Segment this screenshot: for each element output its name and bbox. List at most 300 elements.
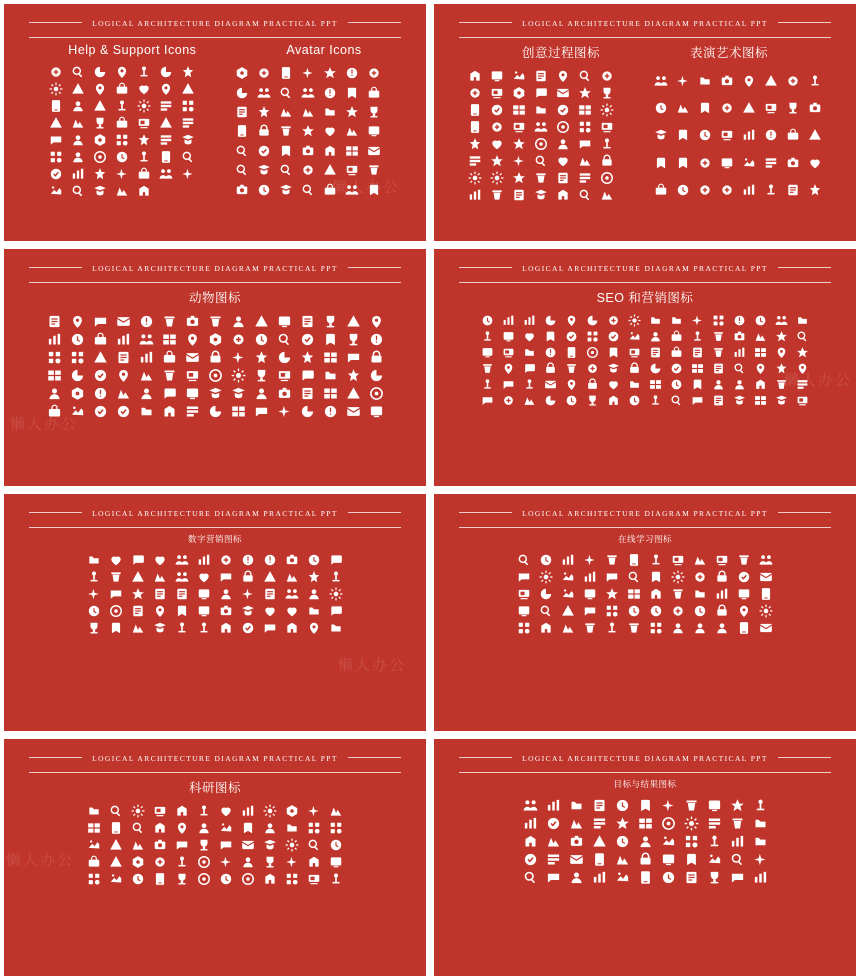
animal-icon[interactable] (159, 386, 180, 401)
seo-marketing-icon[interactable] (751, 330, 770, 343)
digital-marketing-icon[interactable] (194, 621, 214, 635)
help-support-icon[interactable] (46, 116, 66, 130)
online-learning-icon[interactable] (646, 604, 666, 618)
online-learning-icon[interactable] (668, 604, 688, 618)
performing-arts-icon[interactable] (805, 96, 825, 120)
digital-marketing-icon[interactable] (128, 604, 148, 618)
avatar-icon[interactable] (298, 104, 318, 120)
scientific-research-icon[interactable] (304, 855, 324, 869)
help-support-icon[interactable] (90, 184, 110, 198)
performing-arts-icon[interactable] (673, 151, 693, 175)
avatar-icon[interactable] (298, 182, 318, 198)
scientific-research-icon[interactable] (172, 855, 192, 869)
creative-process-icon[interactable] (597, 69, 617, 83)
seo-marketing-icon[interactable] (709, 314, 728, 327)
animal-icon[interactable] (182, 386, 203, 401)
creative-process-icon[interactable] (531, 137, 551, 151)
scientific-research-icon[interactable] (128, 804, 148, 818)
animal-icon[interactable] (136, 404, 157, 419)
avatar-icon[interactable] (364, 84, 384, 100)
goals-results-icon[interactable] (543, 852, 564, 867)
scientific-research-icon[interactable] (238, 804, 258, 818)
help-support-icon[interactable] (178, 133, 198, 147)
performing-arts-icon[interactable] (783, 151, 803, 175)
help-support-icon[interactable] (156, 65, 176, 79)
avatar-icon[interactable] (232, 104, 252, 120)
creative-process-icon[interactable] (575, 188, 595, 202)
seo-marketing-icon[interactable] (709, 378, 728, 391)
seo-marketing-icon[interactable] (625, 394, 644, 407)
animal-icon[interactable] (90, 386, 111, 401)
help-support-icon[interactable] (156, 167, 176, 181)
seo-marketing-icon[interactable] (499, 378, 518, 391)
scientific-research-icon[interactable] (326, 821, 346, 835)
goals-results-icon[interactable] (727, 834, 748, 849)
avatar-icon[interactable] (276, 123, 296, 139)
seo-marketing-icon[interactable] (604, 394, 623, 407)
seo-marketing-icon[interactable] (646, 314, 665, 327)
digital-marketing-icon[interactable] (326, 604, 346, 618)
seo-marketing-icon[interactable] (646, 362, 665, 375)
help-support-icon[interactable] (178, 116, 198, 130)
help-support-icon[interactable] (46, 184, 66, 198)
digital-marketing-icon[interactable] (326, 553, 346, 567)
help-support-icon[interactable] (90, 82, 110, 96)
goals-results-icon[interactable] (704, 870, 725, 885)
seo-marketing-icon[interactable] (772, 394, 791, 407)
performing-arts-icon[interactable] (695, 123, 715, 147)
help-support-icon[interactable] (46, 167, 66, 181)
performing-arts-icon[interactable] (761, 151, 781, 175)
digital-marketing-icon[interactable] (216, 621, 236, 635)
online-learning-icon[interactable] (646, 621, 666, 635)
scientific-research-icon[interactable] (260, 855, 280, 869)
seo-marketing-icon[interactable] (688, 362, 707, 375)
goals-results-icon[interactable] (635, 816, 656, 831)
animal-icon[interactable] (159, 404, 180, 419)
goals-results-icon[interactable] (681, 852, 702, 867)
animal-icon[interactable] (44, 350, 65, 365)
digital-marketing-icon[interactable] (216, 604, 236, 618)
goals-results-icon[interactable] (543, 870, 564, 885)
seo-marketing-icon[interactable] (709, 394, 728, 407)
digital-marketing-icon[interactable] (238, 587, 258, 601)
avatar-icon[interactable] (232, 162, 252, 178)
help-support-icon[interactable] (134, 65, 154, 79)
goals-results-icon[interactable] (566, 834, 587, 849)
scientific-research-icon[interactable] (172, 804, 192, 818)
goals-results-icon[interactable] (612, 816, 633, 831)
avatar-icon[interactable] (364, 182, 384, 198)
scientific-research-icon[interactable] (106, 855, 126, 869)
help-support-icon[interactable] (68, 116, 88, 130)
seo-marketing-icon[interactable] (730, 394, 749, 407)
animal-icon[interactable] (343, 386, 364, 401)
digital-marketing-icon[interactable] (216, 553, 236, 567)
help-support-icon[interactable] (90, 150, 110, 164)
goals-results-icon[interactable] (681, 798, 702, 813)
digital-marketing-icon[interactable] (84, 604, 104, 618)
slide[interactable] (4, 494, 426, 731)
online-learning-icon[interactable] (712, 621, 732, 635)
help-support-icon[interactable] (156, 133, 176, 147)
digital-marketing-icon[interactable] (128, 587, 148, 601)
animal-icon[interactable] (90, 404, 111, 419)
help-support-icon[interactable] (178, 150, 198, 164)
seo-marketing-icon[interactable] (541, 394, 560, 407)
animal-icon[interactable] (44, 386, 65, 401)
goals-results-icon[interactable] (566, 816, 587, 831)
animal-icon[interactable] (136, 332, 157, 347)
seo-marketing-icon[interactable] (667, 378, 686, 391)
animal-icon[interactable] (159, 314, 180, 329)
goals-results-icon[interactable] (635, 834, 656, 849)
seo-marketing-icon[interactable] (604, 362, 623, 375)
goals-results-icon[interactable] (612, 798, 633, 813)
digital-marketing-icon[interactable] (194, 553, 214, 567)
avatar-icon[interactable] (298, 65, 318, 81)
online-learning-icon[interactable] (514, 553, 534, 567)
scientific-research-icon[interactable] (194, 821, 214, 835)
goals-results-icon[interactable] (566, 798, 587, 813)
animal-icon[interactable] (113, 368, 134, 383)
help-support-icon[interactable] (112, 167, 132, 181)
scientific-research-icon[interactable] (150, 821, 170, 835)
animal-icon[interactable] (343, 404, 364, 419)
help-support-icon[interactable] (156, 99, 176, 113)
performing-arts-icon[interactable] (783, 69, 803, 93)
scientific-research-icon[interactable] (216, 838, 236, 852)
seo-marketing-icon[interactable] (772, 346, 791, 359)
digital-marketing-icon[interactable] (238, 570, 258, 584)
seo-marketing-icon[interactable] (793, 362, 812, 375)
avatar-icon[interactable] (298, 84, 318, 100)
goals-results-icon[interactable] (704, 852, 725, 867)
digital-marketing-icon[interactable] (238, 621, 258, 635)
creative-process-icon[interactable] (531, 188, 551, 202)
seo-marketing-icon[interactable] (751, 394, 770, 407)
online-learning-icon[interactable] (624, 587, 644, 601)
digital-marketing-icon[interactable] (238, 553, 258, 567)
avatar-icon[interactable] (276, 162, 296, 178)
scientific-research-icon[interactable] (304, 838, 324, 852)
online-learning-icon[interactable] (646, 553, 666, 567)
help-support-icon[interactable] (156, 82, 176, 96)
online-learning-icon[interactable] (690, 621, 710, 635)
creative-process-icon[interactable] (487, 86, 507, 100)
animal-icon[interactable] (67, 404, 88, 419)
seo-marketing-icon[interactable] (730, 330, 749, 343)
avatar-icon[interactable] (342, 65, 362, 81)
performing-arts-icon[interactable] (783, 178, 803, 202)
scientific-research-icon[interactable] (326, 872, 346, 886)
creative-process-icon[interactable] (465, 171, 485, 185)
seo-marketing-icon[interactable] (751, 378, 770, 391)
creative-process-icon[interactable] (597, 120, 617, 134)
scientific-research-icon[interactable] (326, 804, 346, 818)
scientific-research-icon[interactable] (216, 804, 236, 818)
animal-icon[interactable] (274, 386, 295, 401)
goals-results-icon[interactable] (750, 852, 771, 867)
goals-results-icon[interactable] (704, 798, 725, 813)
creative-process-icon[interactable] (531, 154, 551, 168)
animal-icon[interactable] (320, 332, 341, 347)
creative-process-icon[interactable] (509, 188, 529, 202)
online-learning-icon[interactable] (756, 587, 776, 601)
seo-marketing-icon[interactable] (499, 346, 518, 359)
help-support-icon[interactable] (68, 150, 88, 164)
animal-icon[interactable] (136, 386, 157, 401)
online-learning-icon[interactable] (514, 604, 534, 618)
goals-results-icon[interactable] (727, 798, 748, 813)
help-support-icon[interactable] (46, 99, 66, 113)
avatar-icon[interactable] (298, 162, 318, 178)
scientific-research-icon[interactable] (304, 821, 324, 835)
seo-marketing-icon[interactable] (541, 362, 560, 375)
animal-icon[interactable] (297, 314, 318, 329)
goals-results-icon[interactable] (681, 870, 702, 885)
avatar-icon[interactable] (320, 143, 340, 159)
online-learning-icon[interactable] (514, 570, 534, 584)
performing-arts-icon[interactable] (717, 178, 737, 202)
goals-results-icon[interactable] (704, 834, 725, 849)
seo-marketing-icon[interactable] (625, 378, 644, 391)
animal-icon[interactable] (320, 404, 341, 419)
seo-marketing-icon[interactable] (667, 330, 686, 343)
creative-process-icon[interactable] (553, 154, 573, 168)
goals-results-icon[interactable] (566, 852, 587, 867)
seo-marketing-icon[interactable] (793, 314, 812, 327)
creative-process-icon[interactable] (487, 103, 507, 117)
seo-marketing-icon[interactable] (604, 314, 623, 327)
help-support-icon[interactable] (134, 184, 154, 198)
scientific-research-icon[interactable] (216, 855, 236, 869)
scientific-research-icon[interactable] (194, 855, 214, 869)
animal-icon[interactable] (228, 386, 249, 401)
help-support-icon[interactable] (90, 116, 110, 130)
online-learning-icon[interactable] (580, 553, 600, 567)
help-support-icon[interactable] (134, 82, 154, 96)
performing-arts-icon[interactable] (805, 123, 825, 147)
seo-marketing-icon[interactable] (562, 378, 581, 391)
performing-arts-icon[interactable] (651, 123, 671, 147)
creative-process-icon[interactable] (575, 69, 595, 83)
animal-icon[interactable] (228, 350, 249, 365)
scientific-research-icon[interactable] (84, 838, 104, 852)
help-support-icon[interactable] (112, 99, 132, 113)
digital-marketing-icon[interactable] (172, 570, 192, 584)
goals-results-icon[interactable] (589, 852, 610, 867)
performing-arts-icon[interactable] (761, 96, 781, 120)
animal-icon[interactable] (297, 404, 318, 419)
digital-marketing-icon[interactable] (304, 570, 324, 584)
scientific-research-icon[interactable] (106, 838, 126, 852)
online-learning-icon[interactable] (624, 604, 644, 618)
animal-icon[interactable] (297, 368, 318, 383)
seo-marketing-icon[interactable] (709, 346, 728, 359)
online-learning-icon[interactable] (690, 604, 710, 618)
seo-marketing-icon[interactable] (793, 394, 812, 407)
online-learning-icon[interactable] (712, 604, 732, 618)
help-support-icon[interactable] (68, 184, 88, 198)
digital-marketing-icon[interactable] (282, 553, 302, 567)
animal-icon[interactable] (343, 314, 364, 329)
scientific-research-icon[interactable] (128, 855, 148, 869)
creative-process-icon[interactable] (597, 86, 617, 100)
scientific-research-icon[interactable] (304, 872, 324, 886)
seo-marketing-icon[interactable] (604, 330, 623, 343)
goals-results-icon[interactable] (612, 870, 633, 885)
online-learning-icon[interactable] (536, 604, 556, 618)
avatar-icon[interactable] (320, 182, 340, 198)
animal-icon[interactable] (320, 350, 341, 365)
seo-marketing-icon[interactable] (520, 330, 539, 343)
creative-process-icon[interactable] (553, 188, 573, 202)
avatar-icon[interactable] (276, 84, 296, 100)
performing-arts-icon[interactable] (673, 123, 693, 147)
avatar-icon[interactable] (298, 143, 318, 159)
goals-results-icon[interactable] (520, 870, 541, 885)
performing-arts-icon[interactable] (805, 69, 825, 93)
scientific-research-icon[interactable] (260, 838, 280, 852)
digital-marketing-icon[interactable] (216, 587, 236, 601)
slide[interactable] (434, 249, 856, 486)
animal-icon[interactable] (251, 332, 272, 347)
performing-arts-icon[interactable] (651, 96, 671, 120)
seo-marketing-icon[interactable] (667, 314, 686, 327)
digital-marketing-icon[interactable] (194, 570, 214, 584)
animal-icon[interactable] (67, 386, 88, 401)
online-learning-icon[interactable] (690, 587, 710, 601)
seo-marketing-icon[interactable] (520, 346, 539, 359)
goals-results-icon[interactable] (589, 834, 610, 849)
animal-icon[interactable] (44, 368, 65, 383)
scientific-research-icon[interactable] (84, 821, 104, 835)
digital-marketing-icon[interactable] (150, 587, 170, 601)
slide[interactable] (4, 249, 426, 486)
performing-arts-icon[interactable] (695, 151, 715, 175)
seo-marketing-icon[interactable] (562, 330, 581, 343)
online-learning-icon[interactable] (712, 553, 732, 567)
avatar-icon[interactable] (254, 123, 274, 139)
digital-marketing-icon[interactable] (106, 587, 126, 601)
seo-marketing-icon[interactable] (793, 346, 812, 359)
animal-icon[interactable] (274, 350, 295, 365)
animal-icon[interactable] (159, 368, 180, 383)
help-support-icon[interactable] (46, 150, 66, 164)
goals-results-icon[interactable] (635, 798, 656, 813)
online-learning-icon[interactable] (756, 621, 776, 635)
avatar-icon[interactable] (254, 182, 274, 198)
seo-marketing-icon[interactable] (541, 378, 560, 391)
avatar-icon[interactable] (232, 182, 252, 198)
avatar-icon[interactable] (342, 182, 362, 198)
animal-icon[interactable] (113, 386, 134, 401)
help-support-icon[interactable] (46, 82, 66, 96)
animal-icon[interactable] (44, 314, 65, 329)
digital-marketing-icon[interactable] (216, 570, 236, 584)
creative-process-icon[interactable] (531, 171, 551, 185)
digital-marketing-icon[interactable] (194, 604, 214, 618)
performing-arts-icon[interactable] (783, 123, 803, 147)
avatar-icon[interactable] (232, 84, 252, 100)
online-learning-icon[interactable] (602, 587, 622, 601)
avatar-icon[interactable] (276, 182, 296, 198)
help-support-icon[interactable] (68, 82, 88, 96)
online-learning-icon[interactable] (668, 621, 688, 635)
scientific-research-icon[interactable] (260, 804, 280, 818)
online-learning-icon[interactable] (690, 553, 710, 567)
seo-marketing-icon[interactable] (583, 394, 602, 407)
animal-icon[interactable] (182, 314, 203, 329)
goals-results-icon[interactable] (658, 852, 679, 867)
seo-marketing-icon[interactable] (541, 346, 560, 359)
seo-marketing-icon[interactable] (709, 330, 728, 343)
animal-icon[interactable] (366, 314, 387, 329)
animal-icon[interactable] (297, 386, 318, 401)
scientific-research-icon[interactable] (238, 821, 258, 835)
help-support-icon[interactable] (90, 167, 110, 181)
performing-arts-icon[interactable] (761, 69, 781, 93)
digital-marketing-icon[interactable] (84, 570, 104, 584)
creative-process-icon[interactable] (597, 154, 617, 168)
scientific-research-icon[interactable] (128, 821, 148, 835)
online-learning-icon[interactable] (712, 587, 732, 601)
animal-icon[interactable] (205, 386, 226, 401)
performing-arts-icon[interactable] (739, 123, 759, 147)
performing-arts-icon[interactable] (717, 96, 737, 120)
goals-results-icon[interactable] (589, 816, 610, 831)
seo-marketing-icon[interactable] (667, 346, 686, 359)
goals-results-icon[interactable] (658, 870, 679, 885)
performing-arts-icon[interactable] (695, 178, 715, 202)
animal-icon[interactable] (205, 332, 226, 347)
seo-marketing-icon[interactable] (730, 362, 749, 375)
animal-icon[interactable] (113, 314, 134, 329)
slide[interactable] (434, 739, 856, 976)
slide[interactable] (4, 4, 426, 241)
performing-arts-icon[interactable] (739, 178, 759, 202)
digital-marketing-icon[interactable] (172, 621, 192, 635)
scientific-research-icon[interactable] (84, 804, 104, 818)
creative-process-icon[interactable] (553, 69, 573, 83)
online-learning-icon[interactable] (690, 570, 710, 584)
online-learning-icon[interactable] (734, 621, 754, 635)
seo-marketing-icon[interactable] (478, 314, 497, 327)
seo-marketing-icon[interactable] (520, 378, 539, 391)
help-support-icon[interactable] (112, 116, 132, 130)
scientific-research-icon[interactable] (106, 821, 126, 835)
online-learning-icon[interactable] (558, 587, 578, 601)
scientific-research-icon[interactable] (194, 804, 214, 818)
animal-icon[interactable] (44, 404, 65, 419)
digital-marketing-icon[interactable] (106, 570, 126, 584)
creative-process-icon[interactable] (597, 188, 617, 202)
animal-icon[interactable] (251, 314, 272, 329)
creative-process-icon[interactable] (465, 103, 485, 117)
goals-results-icon[interactable] (520, 852, 541, 867)
digital-marketing-icon[interactable] (150, 621, 170, 635)
performing-arts-icon[interactable] (695, 69, 715, 93)
avatar-icon[interactable] (342, 123, 362, 139)
animal-icon[interactable] (343, 368, 364, 383)
seo-marketing-icon[interactable] (583, 362, 602, 375)
animal-icon[interactable] (136, 350, 157, 365)
avatar-icon[interactable] (342, 84, 362, 100)
seo-marketing-icon[interactable] (751, 314, 770, 327)
seo-marketing-icon[interactable] (625, 346, 644, 359)
animal-icon[interactable] (159, 350, 180, 365)
